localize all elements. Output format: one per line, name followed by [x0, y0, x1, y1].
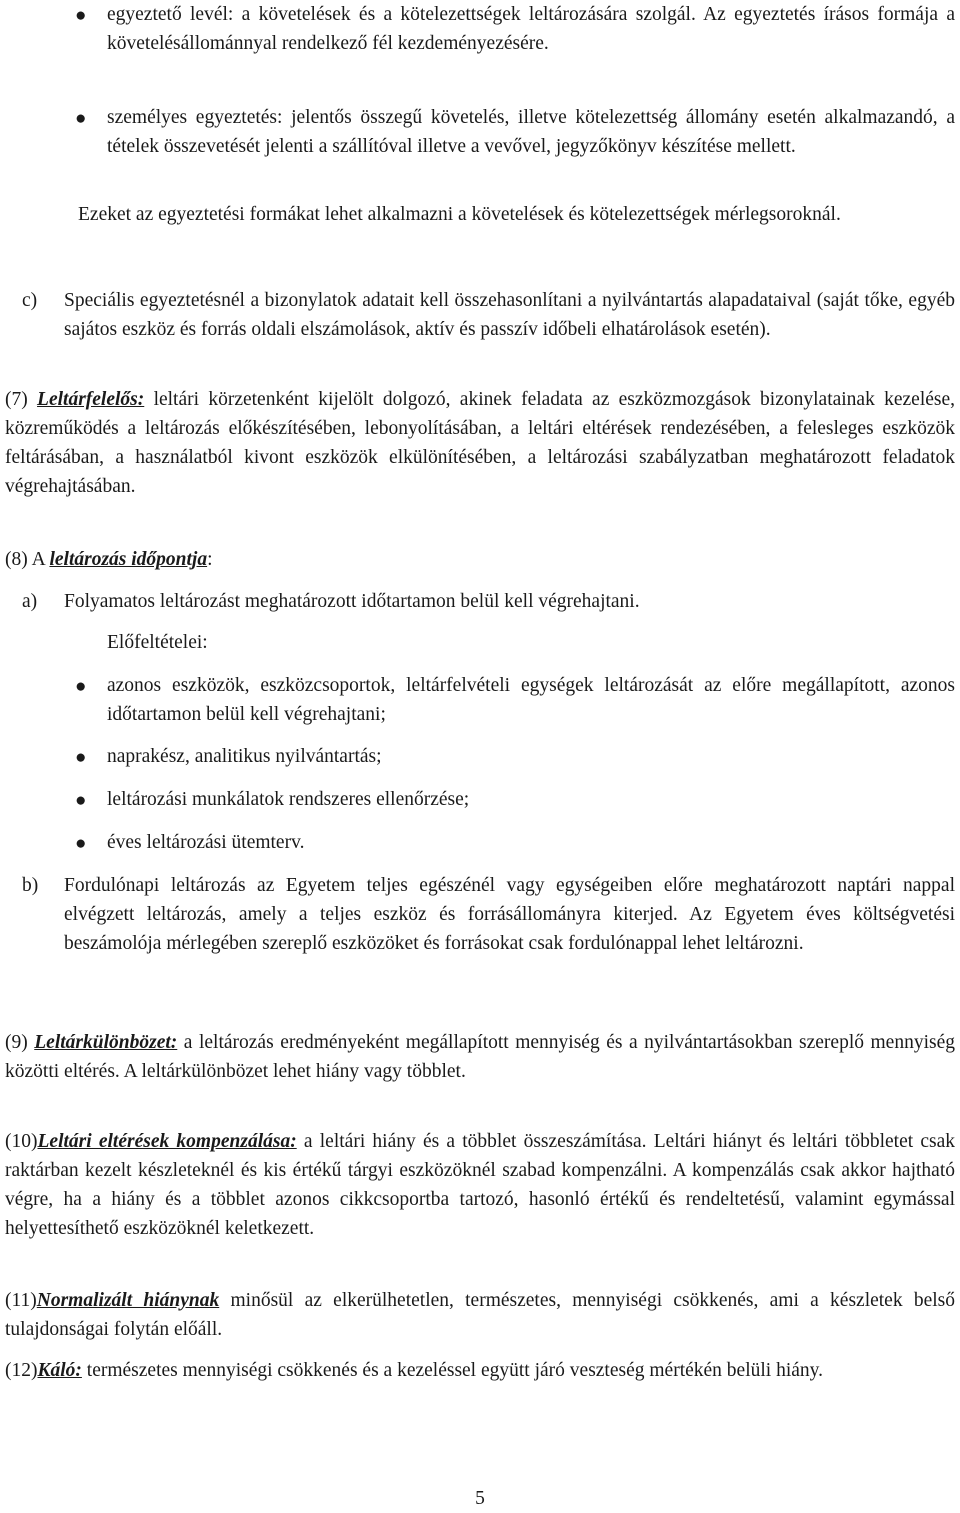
bullet-text-egyezteto-level: egyeztető levél: a követelések és a kötelezettségek leltározására szolgál. Az egyeztetés írásos formája a követelésállománnyal rendelkező fél kezdeményezésére.	[107, 4, 955, 54]
paragraph-10-label: Leltári eltérések kompenzálása:	[37, 1131, 297, 1152]
paragraph-10	[5, 1127, 955, 1243]
paragraph-9-label: Leltárkülönbözet:	[34, 1032, 178, 1053]
paragraph-8	[5, 545, 955, 574]
paragraph-8-label: leltározás időpontja	[49, 549, 208, 570]
item-c-marker: c)	[22, 290, 38, 311]
paragraph-9-number: (9)	[5, 1032, 28, 1053]
bullet-icon: ●	[75, 676, 87, 697]
paragraph-12-label: Káló:	[37, 1360, 82, 1381]
bullet-icon: ●	[75, 5, 87, 26]
prereq-bullet-text: naprakész, analitikus nyilvántartás;	[107, 746, 382, 767]
paragraph-9	[5, 1028, 955, 1086]
paragraph-7-text: leltári körzetenként kijelölt dolgozó, akinek feladata az eszközmozgások bizonylatainak kezelése, közreműködés a leltározás előkészítésében, lebonyolításában, a leltári eltérések rendezésében, a felesleges eszközök feltárásában, a használatból kivont eszközök elkülönítésében, a leltározási szabályzatban meghatározott feladatok végrehajtásában.	[5, 389, 956, 497]
paragraph-8-prefix: A	[31, 549, 45, 570]
paragraph-7-number: (7)	[5, 389, 28, 410]
paragraph-7-label: Leltárfelelős:	[37, 389, 145, 410]
prereq-bullet-text: éves leltározási ütemterv.	[107, 832, 305, 853]
prereq-bullet-text: leltározási munkálatok rendszeres ellenőrzése;	[107, 789, 470, 810]
bullet-icon: ●	[75, 790, 87, 811]
paragraph-10-text: a leltári hiány és a többlet összeszámítása. Leltári hiányt és leltári többletet csak raktárban kezelt készleteknél és kis értékű tárgyi eszközöknél szabad kompenzálni. A kompenzálás csak akkor hajtható végre, ha a hiány és a többlet azonos cikkcsoportba tartozó, hasonló értékű és rendeltetésű, valamint egymással helyettesíthető eszközöknél keletkezett.	[5, 1131, 955, 1239]
bullet-icon: ●	[75, 108, 87, 129]
paragraph-11	[5, 1286, 955, 1344]
prereq-bullet-text: azonos eszközök, eszközcsoportok, leltárfelvételi egységek leltározását az előre megállapított, azonos időtartamon belül kell végrehajtani;	[107, 675, 955, 725]
page-number: 5	[475, 1488, 485, 1509]
bullet-icon: ●	[75, 747, 87, 768]
paragraph-12	[5, 1356, 955, 1385]
item-a-text: Folyamatos leltározást meghatározott időtartamon belül kell végrehajtani.	[64, 591, 640, 612]
paragraph-11-label: Normalizált hiánynak	[36, 1290, 220, 1311]
prerequisites-label: Előfeltételei:	[107, 632, 208, 653]
bullet-text-szemelyes-egyeztetes: személyes egyeztetés: jelentős összegű követelés, illetve kötelezettség állomány esetén alkalmazandó, a tételek összevetését jelenti a szállítóval illetve a vevővel, jegyzőkönyv készítése mellett.	[107, 107, 955, 157]
paragraph-10-number: (10)	[5, 1131, 38, 1152]
bullet-icon: ●	[75, 833, 87, 854]
item-b-marker: b)	[22, 875, 39, 896]
paragraph-8-number: (8)	[5, 549, 28, 570]
item-c-text: Speciális egyeztetésnél a bizonylatok adatait kell összehasonlítani a nyilvántartás alapadataival (saját tőke, egyéb sajátos eszköz és forrás oldali elszámolások, aktív és passzív időbeli elhatárolások esetén).	[64, 290, 955, 340]
paragraph-12-number: (12)	[5, 1360, 38, 1381]
paragraph-11-text: minősül az elkerülhetetlen, természetes, mennyiségi csökkenés, ami a készletek belső tulajdonságai folytán előáll.	[5, 1290, 956, 1340]
item-a-marker: a)	[22, 591, 38, 612]
paragraph-8-suffix: :	[207, 549, 213, 570]
note-paragraph: Ezeket az egyeztetési formákat lehet alkalmazni a követelések és kötelezettségek mérlegsoroknál.	[78, 204, 841, 225]
paragraph-9-text: a leltározás eredményeként megállapított mennyiség és a nyilvántartásokban szereplő mennyiség közötti eltérés. A leltárkülönbözet lehet hiány vagy többlet.	[5, 1032, 955, 1082]
paragraph-12-text: természetes mennyiségi csökkenés és a kezeléssel együtt járó veszteség mértékén belüli hiány.	[86, 1360, 824, 1381]
paragraph-7	[5, 385, 955, 501]
paragraph-11-number: (11)	[5, 1290, 37, 1311]
item-b-text: Fordulónapi leltározás az Egyetem teljes egészénél vagy egységeiben előre meghatározott naptári nappal elvégzett leltározás, amely a teljes eszköz és forrásállományra kiterjed. Az Egyetem éves költségvetési beszámolója mérlegében szereplő eszközöket és forrásokat csak fordulónappal lehet leltározni.	[64, 875, 955, 954]
